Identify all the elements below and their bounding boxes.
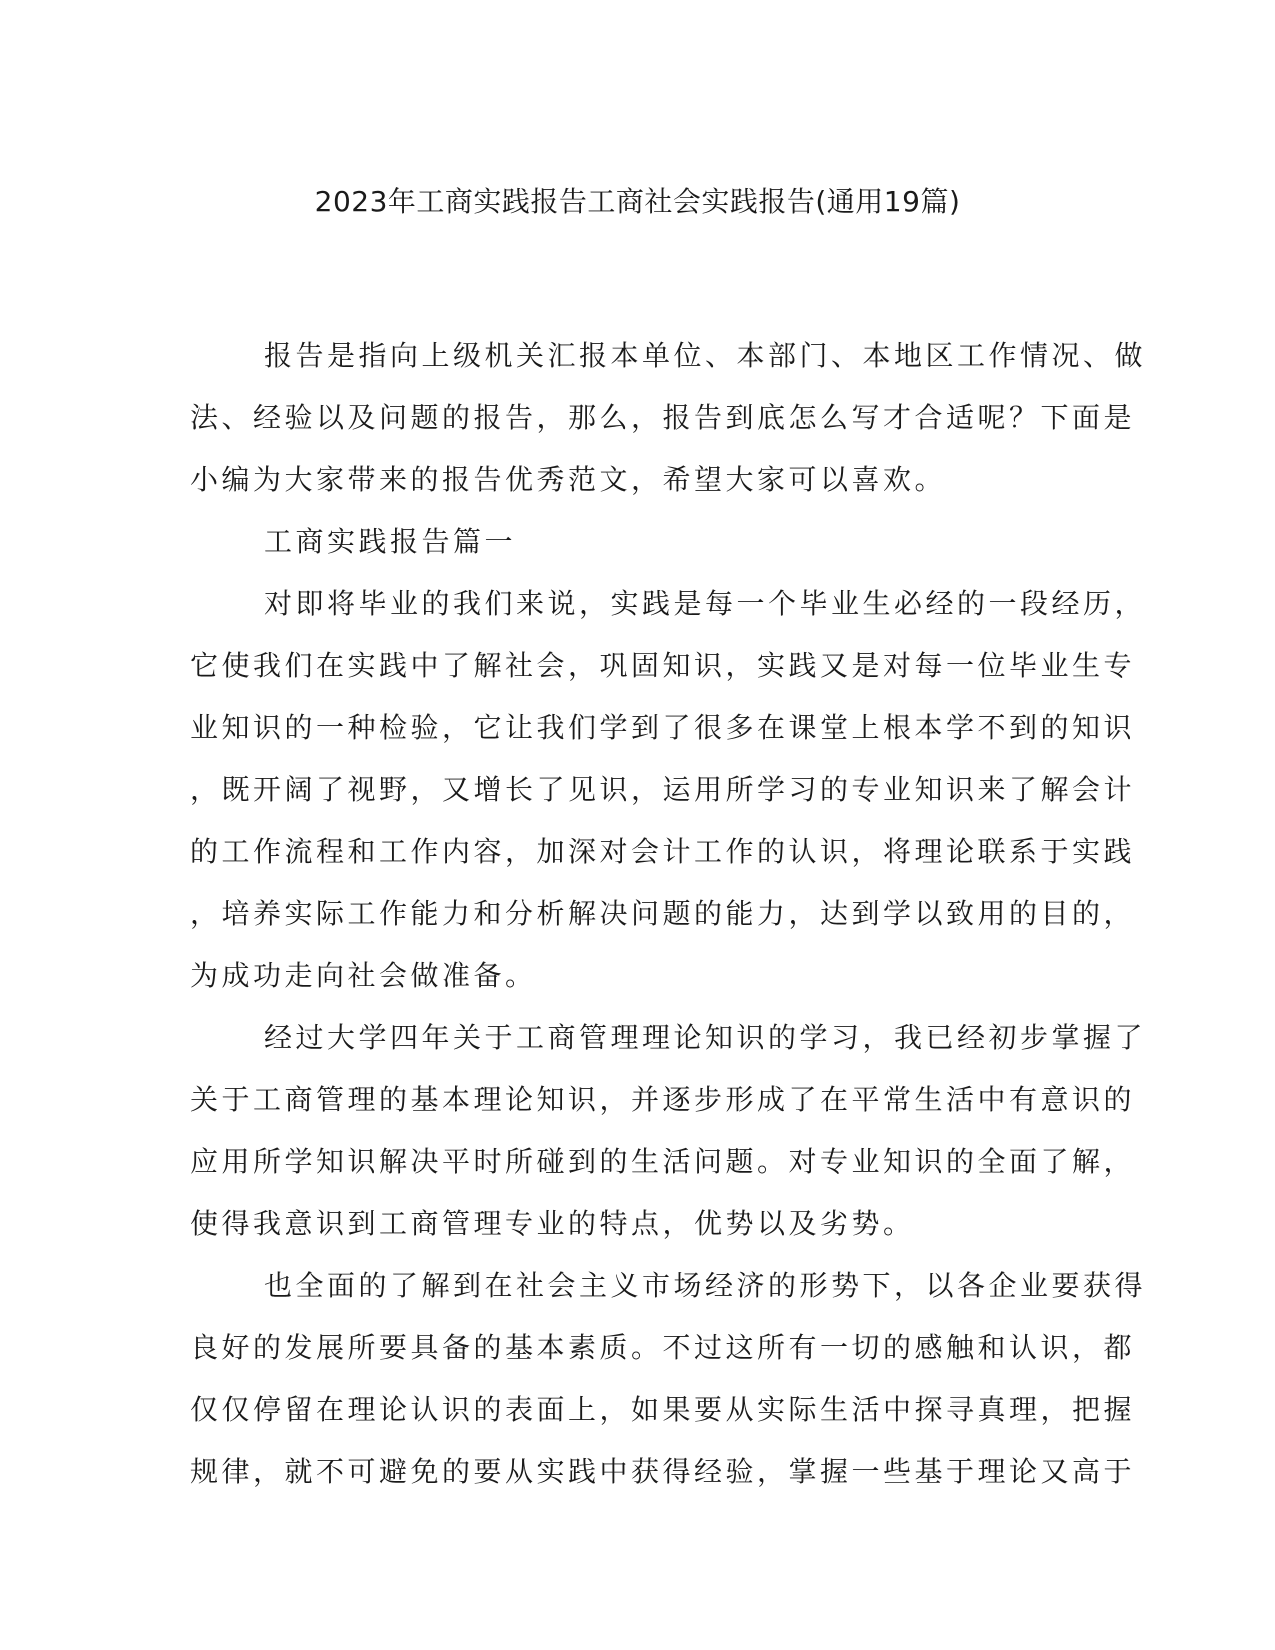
paragraph-line: 对即将毕业的我们来说，实践是每一个毕业生必经的一段经历， <box>264 587 1147 620</box>
paragraph-line: 法、经验以及问题的报告，那么，报告到底怎么写才合适呢？下面是 <box>190 401 1136 434</box>
paragraph-line: 经过大学四年关于工商管理理论知识的学习，我已经初步掌握了 <box>264 1021 1147 1054</box>
paragraph-line: 良好的发展所要具备的基本素质。不过这所有一切的感触和认识，都 <box>190 1331 1136 1364</box>
section-heading: 工商实践报告篇一 <box>264 525 517 558</box>
paragraph-line: 为成功走向社会做准备。 <box>190 959 537 992</box>
document-body <box>190 325 1147 1503</box>
paragraph-line: 也全面的了解到在社会主义市场经济的形势下，以各企业要获得 <box>264 1269 1147 1302</box>
paragraph-line: ，培养实际工作能力和分析解决问题的能力，达到学以致用的目的， <box>190 897 1136 930</box>
paragraph-line: 的工作流程和工作内容，加深对会计工作的认识，将理论联系于实践 <box>190 835 1136 868</box>
paragraph-line: 小编为大家带来的报告优秀范文，希望大家可以喜欢。 <box>190 463 947 496</box>
paragraph-line: 应用所学知识解决平时所碰到的生活问题。对专业知识的全面了解， <box>190 1145 1136 1178</box>
paragraph-line: 关于工商管理的基本理论知识，并逐步形成了在平常生活中有意识的 <box>190 1083 1136 1116</box>
paragraph-line: 规律，就不可避免的要从实践中获得经验，掌握一些基于理论又高于 <box>190 1455 1136 1488</box>
paragraph-line: 它使我们在实践中了解社会，巩固知识，实践又是对每一位毕业生专 <box>190 649 1136 682</box>
document-title: 2023年工商实践报告工商社会实践报告(通用19篇) <box>314 185 961 218</box>
paragraph-line: 仅仅停留在理论认识的表面上，如果要从实际生活中探寻真理，把握 <box>190 1393 1136 1426</box>
paragraph-line: 报告是指向上级机关汇报本单位、本部门、本地区工作情况、做 <box>264 339 1147 372</box>
paragraph-line: 业知识的一种检验，它让我们学到了很多在课堂上根本学不到的知识 <box>190 711 1136 744</box>
paragraph-line: ，既开阔了视野，又增长了见识，运用所学习的专业知识来了解会计 <box>190 773 1136 806</box>
paragraph-line: 使得我意识到工商管理专业的特点，优势以及劣势。 <box>190 1207 915 1240</box>
